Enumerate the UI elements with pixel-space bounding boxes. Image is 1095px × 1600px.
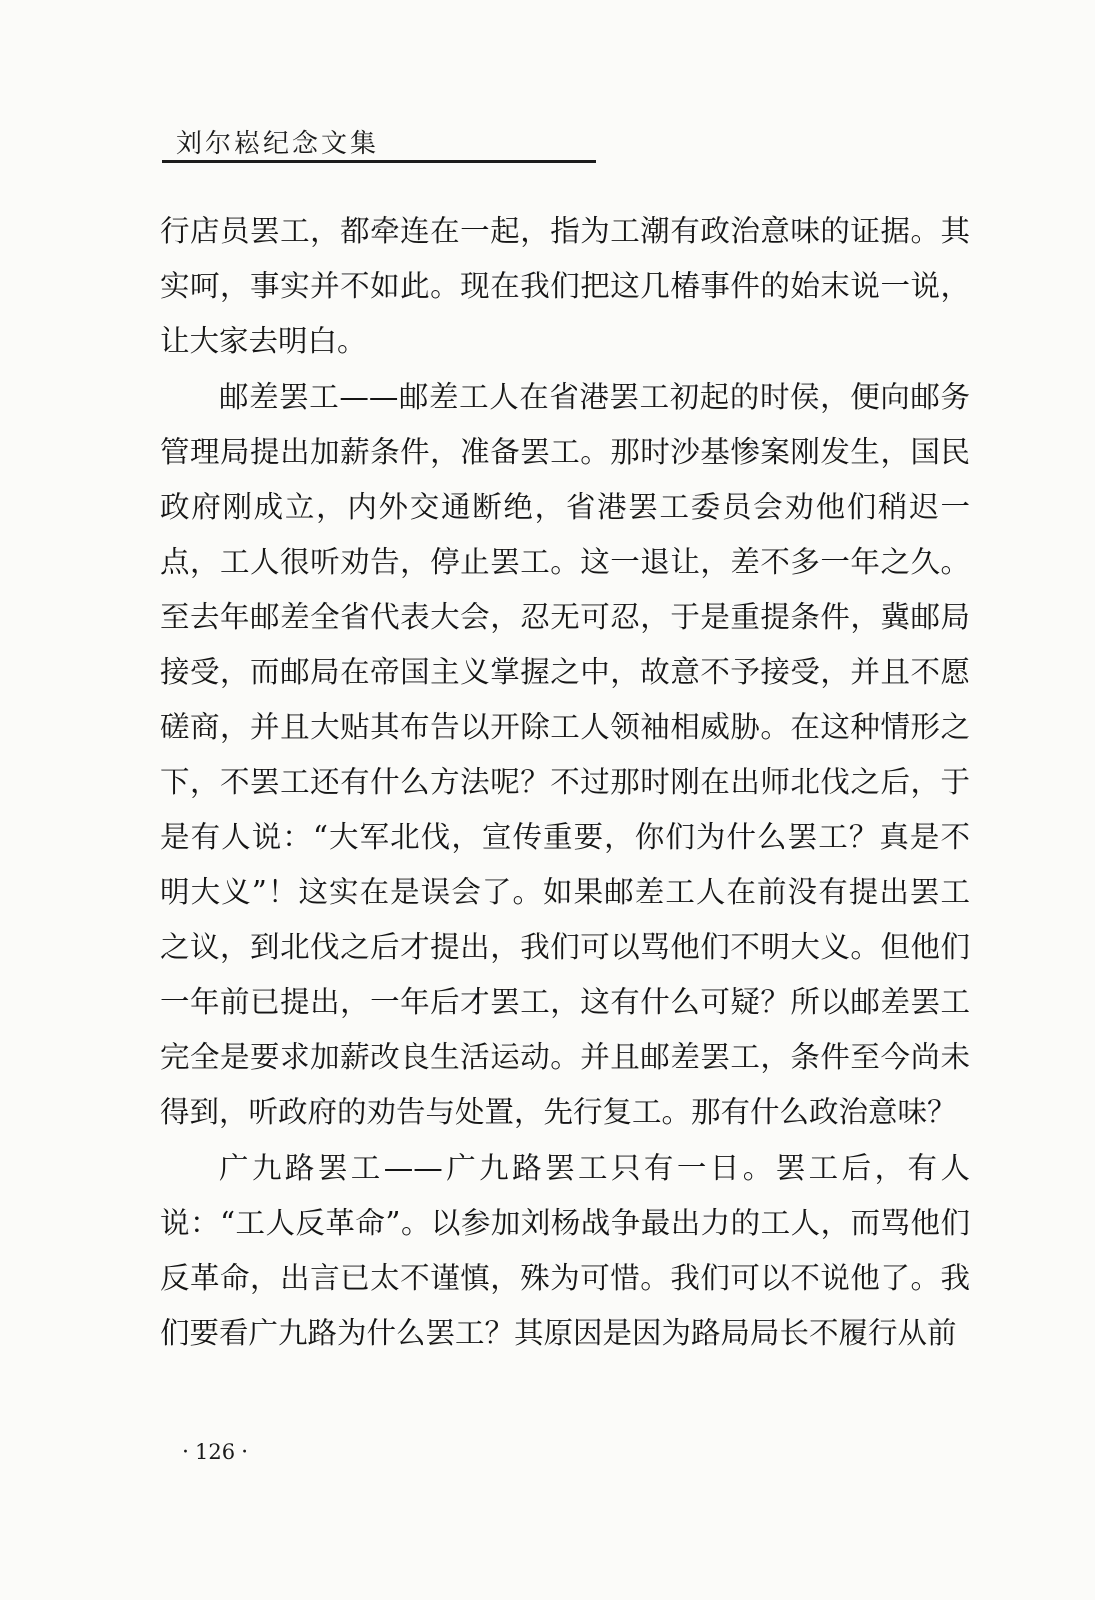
running-head: 刘尔崧纪念文集 (176, 129, 380, 159)
page-number-dot-left: · (182, 1440, 189, 1465)
body-text (160, 204, 970, 1362)
page-number: 126 (195, 1440, 236, 1464)
paragraph-canton-kowloon-railway-strike: 广九路罢工——广九路罢工只有一日。罢工后，有人说：“工人反革命”。以参加刘杨战争最出力的工人，而骂他们反革命，出言已太不谨慎，殊为可惜。我们可以不说他了。我们要看广九路为什么罢工？其原因是因为路局局长不履行从前 (160, 1151, 970, 1350)
paragraph-postal-strike: 邮差罢工——邮差工人在省港罢工初起的时侯，便向邮务管理局提出加薪条件，准备罢工。那时沙基惨案刚发生，国民政府刚成立，内外交通断绝，省港罢工委员会劝他们稍迟一点，工人很听劝告，停止罢工。这一退让，差不多一年之久。至去年邮差全省代表大会，忍无可忍，于是重提条件，冀邮局接受，而邮局在帝国主义掌握之中，故意不予接受，并且不愿磋商，并且大贴其布告以开除工人领袖相威胁。在这种情形之下，不罢工还有什么方法呢？不过那时刚在出师北伐之后，于是有人说：“大军北伐，宣传重要，你们为什么罢工？真是不明大义”！这实在是误会了。如果邮差工人在前没有提出罢工之议，到北伐之后才提出，我们可以骂他们不明大义。但他们一年前已提出，一年后才罢工，这有什么可疑？所以邮差罢工完全是要求加薪改良生活运动。并且邮差罢工，条件至今尚未得到，听政府的劝告与处置，先行复工。那有什么政治意味？ (160, 380, 970, 1129)
header-rule (162, 160, 596, 163)
page-number-dot-right: · (241, 1440, 249, 1465)
paragraph-continuation: 行店员罢工，都牵连在一起，指为工潮有政治意味的证据。其实呵，事实并不如此。现在我们把这几椿事件的始末说一说，让大家去明白。 (160, 214, 970, 358)
page-number-footer (176, 1440, 254, 1465)
